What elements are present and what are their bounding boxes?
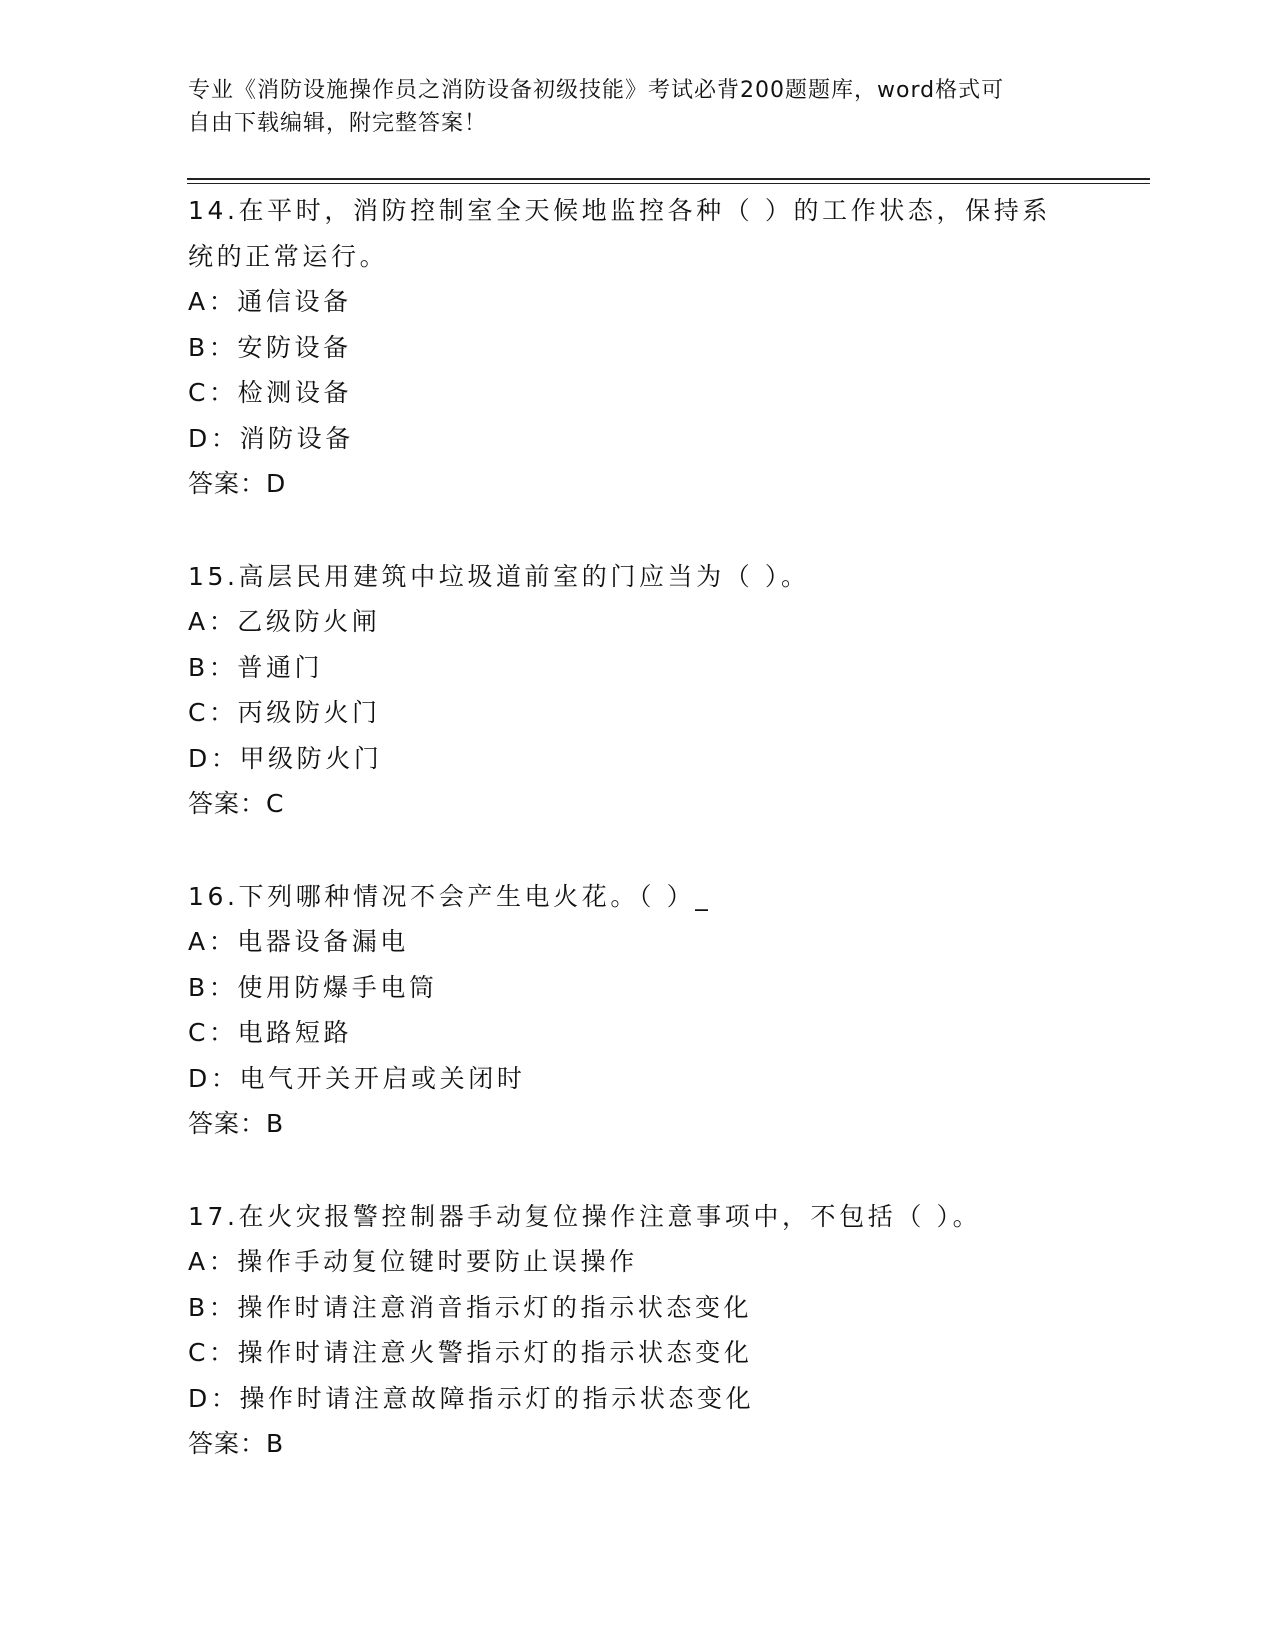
- header-line-1: 专业《消防设施操作员之消防设备初级技能》考试必背200题题库，word格式可: [188, 78, 1005, 103]
- option-a: A：乙级防火闸: [188, 607, 381, 636]
- option-a: A：电器设备漏电: [188, 927, 409, 956]
- question-stem: 17.在火灾报警控制器手动复位操作注意事项中，不包括（ ）。: [188, 1201, 982, 1231]
- question-stem: 14.在平时，消防控制室全天候地监控各种（ ）的工作状态，保持系: [188, 196, 1051, 225]
- option-b: B：使用防爆手电筒: [188, 972, 438, 1002]
- option-d: D：消防设备: [188, 423, 354, 453]
- option-d: D：操作时请注意故障指示灯的指示状态变化: [188, 1383, 755, 1413]
- answer: 答案：B: [188, 1429, 285, 1458]
- option-a: A：通信设备: [188, 287, 352, 316]
- option-c: C：电路短路: [188, 1018, 353, 1047]
- option-b: B：普通门: [188, 652, 324, 682]
- option-a: A：操作手动复位键时要防止误操作: [188, 1247, 638, 1276]
- question-stem-continued: 统的正常运行。: [188, 241, 389, 271]
- option-d: D：甲级防火门: [188, 743, 383, 773]
- option-d: D：电气开关开启或关闭时: [188, 1063, 526, 1093]
- question-14: [188, 188, 1088, 507]
- option-c: C：检测设备: [188, 378, 353, 407]
- header-divider: [187, 178, 1150, 184]
- answer: 答案：D: [188, 469, 287, 498]
- question-stem: 16.下列哪种情况不会产生电火花。（ ）_: [188, 881, 712, 911]
- question-16: [188, 874, 1088, 1147]
- option-b: B：操作时请注意消音指示灯的指示状态变化: [188, 1292, 753, 1322]
- header-line-2: 自由下载编辑，附完整答案！: [188, 111, 488, 136]
- question-15: [188, 554, 1088, 827]
- option-b: B：安防设备: [188, 332, 352, 362]
- document-header: [188, 74, 1068, 140]
- answer: 答案：C: [188, 789, 285, 818]
- answer: 答案：B: [188, 1109, 285, 1138]
- question-stem: 15.高层民用建筑中垃圾道前室的门应当为（ ）。: [188, 561, 810, 591]
- question-list: [188, 188, 1088, 1467]
- question-17: [188, 1194, 1088, 1467]
- option-c: C：操作时请注意火警指示灯的指示状态变化: [188, 1338, 753, 1367]
- option-c: C：丙级防火门: [188, 698, 381, 727]
